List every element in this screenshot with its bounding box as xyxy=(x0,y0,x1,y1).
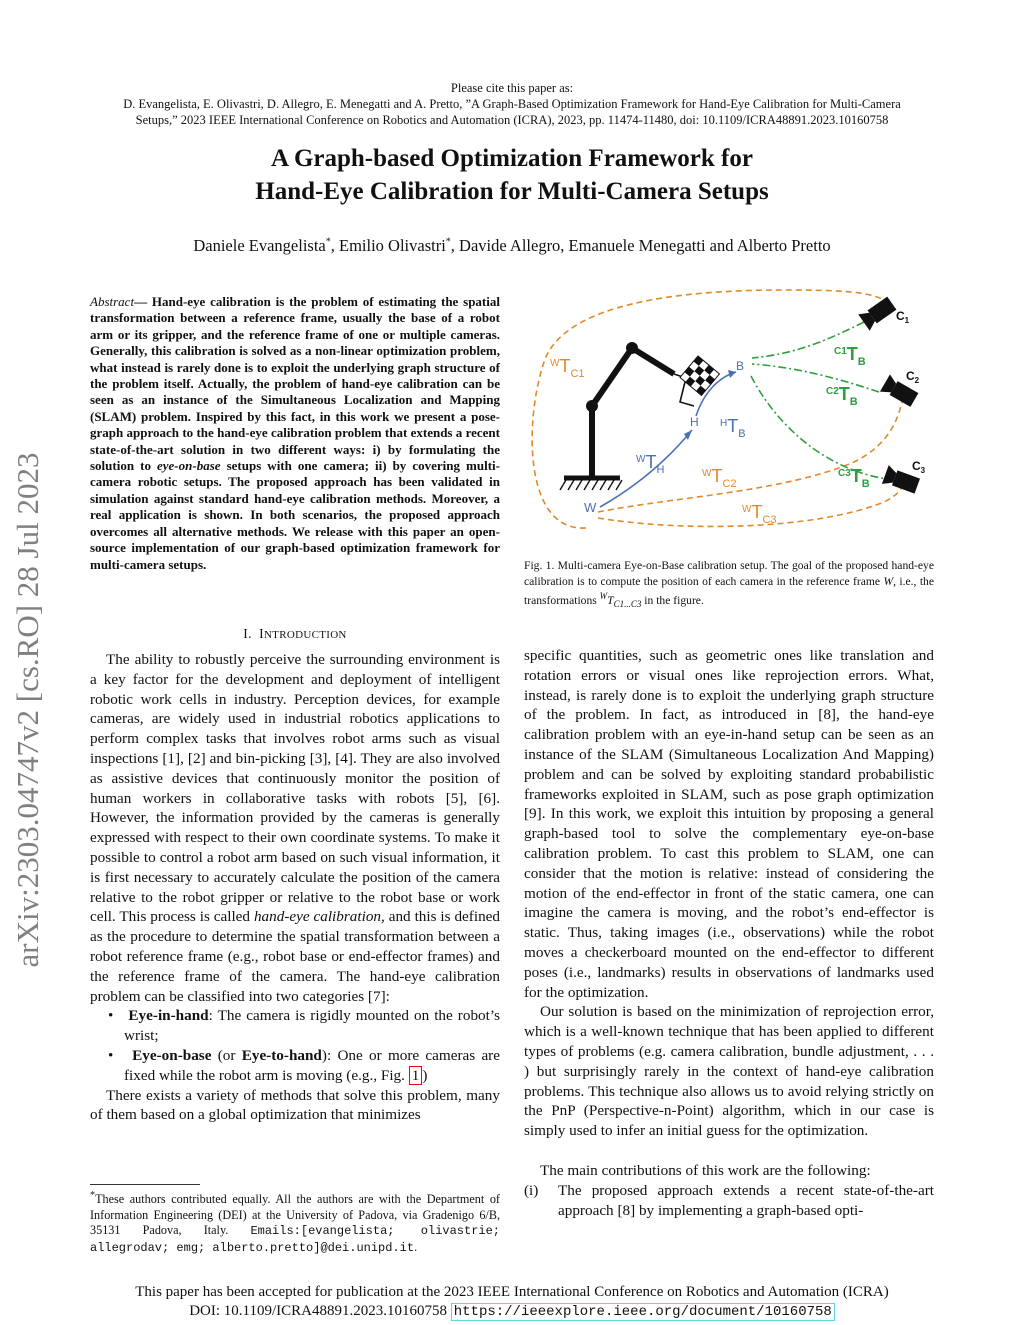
checkerboard xyxy=(680,356,719,395)
contribution-1-text: The proposed approach extends a recent state-of-the-art approach [8] by implementing a graph-based opti- xyxy=(558,1181,934,1219)
abstract xyxy=(90,294,500,573)
citation-line-3: Setups,” 2023 IEEE International Conference on Robotics and Automation (ICRA), 2023, pp. 11474-11480, doi: 10.1109/ICRA48891.2023.10160758 xyxy=(135,113,889,127)
abstract-dash: — xyxy=(134,294,148,309)
label-w-t-c2: $^WT_{C2}$ xyxy=(702,466,737,490)
transform-c2-b-path xyxy=(752,364,879,392)
caption-label: Fig. 1. xyxy=(524,559,555,572)
contribution-1-num: (i) xyxy=(524,1181,539,1199)
author-2: , Emilio Olivastri xyxy=(330,236,446,255)
footnote-emails: Emails:[evangelista; olivastrie; allegrodav; emg; alberto.pretto]@dei.unipd.it xyxy=(90,1224,500,1255)
arxiv-stamp: arXiv:2303.04747v2 [cs.RO] 28 Jul 2023 xyxy=(10,452,45,968)
footnote-end: . xyxy=(414,1239,418,1254)
citation-header xyxy=(60,80,964,128)
caption-sup: W xyxy=(599,591,608,602)
equal-contrib-mark-2: * xyxy=(445,236,451,248)
right-paragraph-1: specific quantities, such as geometric ones like translation and rotation errors or visual ones like reprojection errors. What, instead, is rarely done is to exploit the underlying graph structure of the problem. In fact, as introduced in [8], the hand-eye calibration problem with an eye-in-hand setup can be seen as an instance of the SLAM (Simultaneous Localization And Mapping) problem and can be solved by exploiting standard probabilistic frameworks exploited in SLAM, such as pose graph optimization [9]. In this work, we exploit this intuition by proposing a general graph-based tool to solve the complementary eye-on-base calibration problem. To cast this problem to SLAM, one can consider that the motion is relative: instead of considering the motion of the end-effector in front of the static camera, one can imagine the camera is moving, and the robot’s end-effector is static. Thus, taking images (i.e., observations) while the robot moves a checkerboard mounted on the end-effector to different poses (i.e., landmarks) results in observations of landmarks used for the optimization. xyxy=(524,647,934,1001)
label-c1: $C_1$ xyxy=(896,309,910,325)
figure-1-caption xyxy=(524,558,934,613)
bullet-1-text: : The camera is rigidly mounted on the robot’s wrist; xyxy=(124,1007,500,1045)
notice-line-2 xyxy=(40,1302,984,1322)
caption-mid: , i.e., the transformations xyxy=(524,574,934,608)
right-paragraph-2: Our solution is based on the minimization of reprojection error, which is a well-known technique that has been applied to different types of problems (e.g. camera calibration, bundle adjustment, . . . ) but surprisingly rarely in the context of hand-eye calibration problems. This technique also allows us to avoid relying strictly on the PnP (Perspective-n-Point) algorithm, which in our case is simply used to infer an initial guess for the optimization. xyxy=(524,1003,934,1140)
abstract-label: Abstract xyxy=(90,294,135,309)
caption-text: Multi-camera Eye-on-Base calibration setup. The goal of the proposed hand-eye calibration is to compute the position of each camera in the reference frame xyxy=(524,559,934,588)
label-b: B xyxy=(736,359,745,373)
abstract-text-2: setups with one camera; ii) by covering multi-camera robotic setups. The proposed approach has been validated in simulation against standard hand-eye calibration methods. Moreover, a real application is shown. In both scenarios, the proposed approach overcomes all alternative methods. We release with this paper an open-source implementation of our graph-based optimization framework for multi-camera setups. xyxy=(90,458,500,572)
caption-t: T xyxy=(607,594,614,608)
bullet-eye-on-base: • Eye-on-base (or Eye-to-hand): One or more cameras are fixed while the robot arm is moving (e.g., Fig. 1 ) xyxy=(108,1046,500,1084)
bullet-eye-in-hand: • Eye-in-hand: The camera is rigidly mounted on the robot’s wrist; xyxy=(108,1007,500,1045)
label-w-t-c3: $^WT_{C3}$ xyxy=(742,502,777,526)
label-w-t-h: $^WT_H$ xyxy=(636,452,665,476)
footnote-rule xyxy=(90,1184,200,1185)
intro-text-b: , and this is defined as the procedure to determine the spatial transformation between a robot reference frame (e.g., robot base or end-effector frames) and the reference frame of the camera. The hand-eye calibration problem can be classified into two categories [7]: xyxy=(90,908,500,1005)
paper-title xyxy=(60,142,964,208)
robot-joint-2 xyxy=(626,342,638,354)
section-cap: I xyxy=(259,626,264,641)
bullet-2-end: ) xyxy=(422,1066,428,1084)
label-c2-t-b: $^C2T_B$ xyxy=(826,384,858,408)
abstract-text-1: Hand-eye calibration is the problem of estimating the spatial transformation between a reference frame, usually the base of a robot arm or its gripper, and the reference frame of one or multiple cameras. Generally, this calibration is solved as a non-linear optimization problem, what instead is rarely done is to exploit the underlying graph structure of the problem itself. Actually, the problem of hand-eye calibration can be seen as an instance of the Simultaneous Localization and Mapping (SLAM) problem. Inspired by this fact, in this work we present a pose-graph approach to the hand-eye calibration problem that extends a recent state-of-the-art solution in two different ways: i) by formulating the solution to xyxy=(90,294,500,474)
footnote-text: These authors contributed equally. All the authors are with the Department of Information Engineering (DEI) at the University of Padova, via Gradenigo 6/B, 35131 Padova, Italy. xyxy=(90,1192,500,1238)
intro-paragraph-2: There exists a variety of methods that solve this problem, many of them based on a global optimization that minimizes xyxy=(90,1086,500,1124)
intro-paragraph-1 xyxy=(90,650,500,1006)
label-c1-t-b: $^C1T_B$ xyxy=(834,344,866,368)
label-w: W xyxy=(584,500,597,515)
caption-end: in the figure. xyxy=(641,594,704,608)
contribution-1 xyxy=(524,1181,934,1221)
equal-contrib-mark: * xyxy=(325,236,331,248)
notice-line-1: This paper has been accepted for publication at the 2023 IEEE International Conference on Robotics and Automation (ICRA) xyxy=(135,1284,889,1300)
caption-sub: C1...C3 xyxy=(613,599,642,610)
caption-var: W xyxy=(883,574,894,588)
title-line-2: Hand-Eye Calibration for Multi-Camera Setups xyxy=(255,178,769,205)
robot-link-2 xyxy=(592,348,632,406)
author-list xyxy=(60,236,964,256)
right-column-body xyxy=(524,646,934,1220)
label-h-t-b: $^HT_B$ xyxy=(720,416,746,440)
intro-text-a: The ability to robustly perceive the surrounding environment is a key factor for the development and deployment of intelligent robotic work cells in industry. Perception devices, for example cameras, are widely used in industrial robotics applications to perform complex tasks that involves robot arms such as visual inspections [1], [2] and bin-picking [3], [4]. They are also involved as assistive devices that continuously monitor the position of human workers in collaborative tasks with robots [5], [6]. However, the information provided by the cameras is generally expressed with respect to their own coordinate systems. To make it possible to control a robot arm based on such visual information, it is first necessary to accurately calculate the position of the camera relative to the robot gripper or relative to the robot base or work cell. This process is called xyxy=(90,651,500,926)
footnote xyxy=(90,1188,500,1256)
section-numeral: I. xyxy=(243,626,252,641)
bullet-2-term: Eye-on-base xyxy=(132,1046,212,1064)
publication-notice xyxy=(40,1283,984,1322)
label-c2: $C_2$ xyxy=(906,369,920,385)
title-line-1: A Graph-based Optimization Framework for xyxy=(271,145,753,172)
robot-link-3 xyxy=(632,348,674,374)
robot-joint-1 xyxy=(586,400,598,412)
intro-italic: hand-eye calibration xyxy=(253,908,382,926)
figure-1-diagram xyxy=(524,282,944,552)
citation-line-2: D. Evangelista, E. Olivastri, D. Allegro, E. Menegatti and A. Pretto, ”A Graph-Based Optimization Framework for Hand-Eye Calibration for Multi-Camera xyxy=(123,97,901,111)
bullet-2-text: ): One or more cameras are fixed while the robot arm is moving (e.g., Fig. xyxy=(124,1046,500,1084)
left-column-body xyxy=(90,650,500,1125)
notice-doi: DOI: 10.1109/ICRA48891.2023.10160758 xyxy=(189,1303,451,1319)
label-c3: $C_3$ xyxy=(912,459,926,475)
h-b-arrowhead xyxy=(728,370,736,378)
section-heading xyxy=(90,626,500,642)
citation-line-1: Please cite this paper as: xyxy=(450,81,574,95)
figure-ref-link[interactable]: 1 xyxy=(409,1066,423,1085)
bullet-2-mid: (or xyxy=(211,1046,242,1064)
author-1: Daniele Evangelista xyxy=(193,236,326,255)
camera-c1-icon xyxy=(858,295,897,331)
right-paragraph-3: The main contributions of this work are the following: xyxy=(540,1161,871,1179)
transform-w-c1-path xyxy=(532,290,884,528)
section-rest: NTRODUCTION xyxy=(263,629,347,641)
footnote-mark: * xyxy=(90,1190,96,1201)
label-w-t-c1: $^WT_{C1}$ xyxy=(550,356,585,380)
ground-hatch xyxy=(560,480,622,490)
bullet-1-term: Eye-in-hand xyxy=(128,1007,209,1025)
ieee-link[interactable]: https://ieeexplore.ieee.org/document/10160758 xyxy=(451,1303,835,1321)
other-authors: , Davide Allegro, Emanuele Menegatti and Alberto Pretto xyxy=(450,236,831,255)
label-c3-t-b: $^C3T_B$ xyxy=(838,466,870,490)
abstract-italic: eye-on-base xyxy=(157,458,221,474)
bullet-2-term-2: Eye-to-hand xyxy=(241,1046,322,1064)
label-h: H xyxy=(690,415,699,429)
